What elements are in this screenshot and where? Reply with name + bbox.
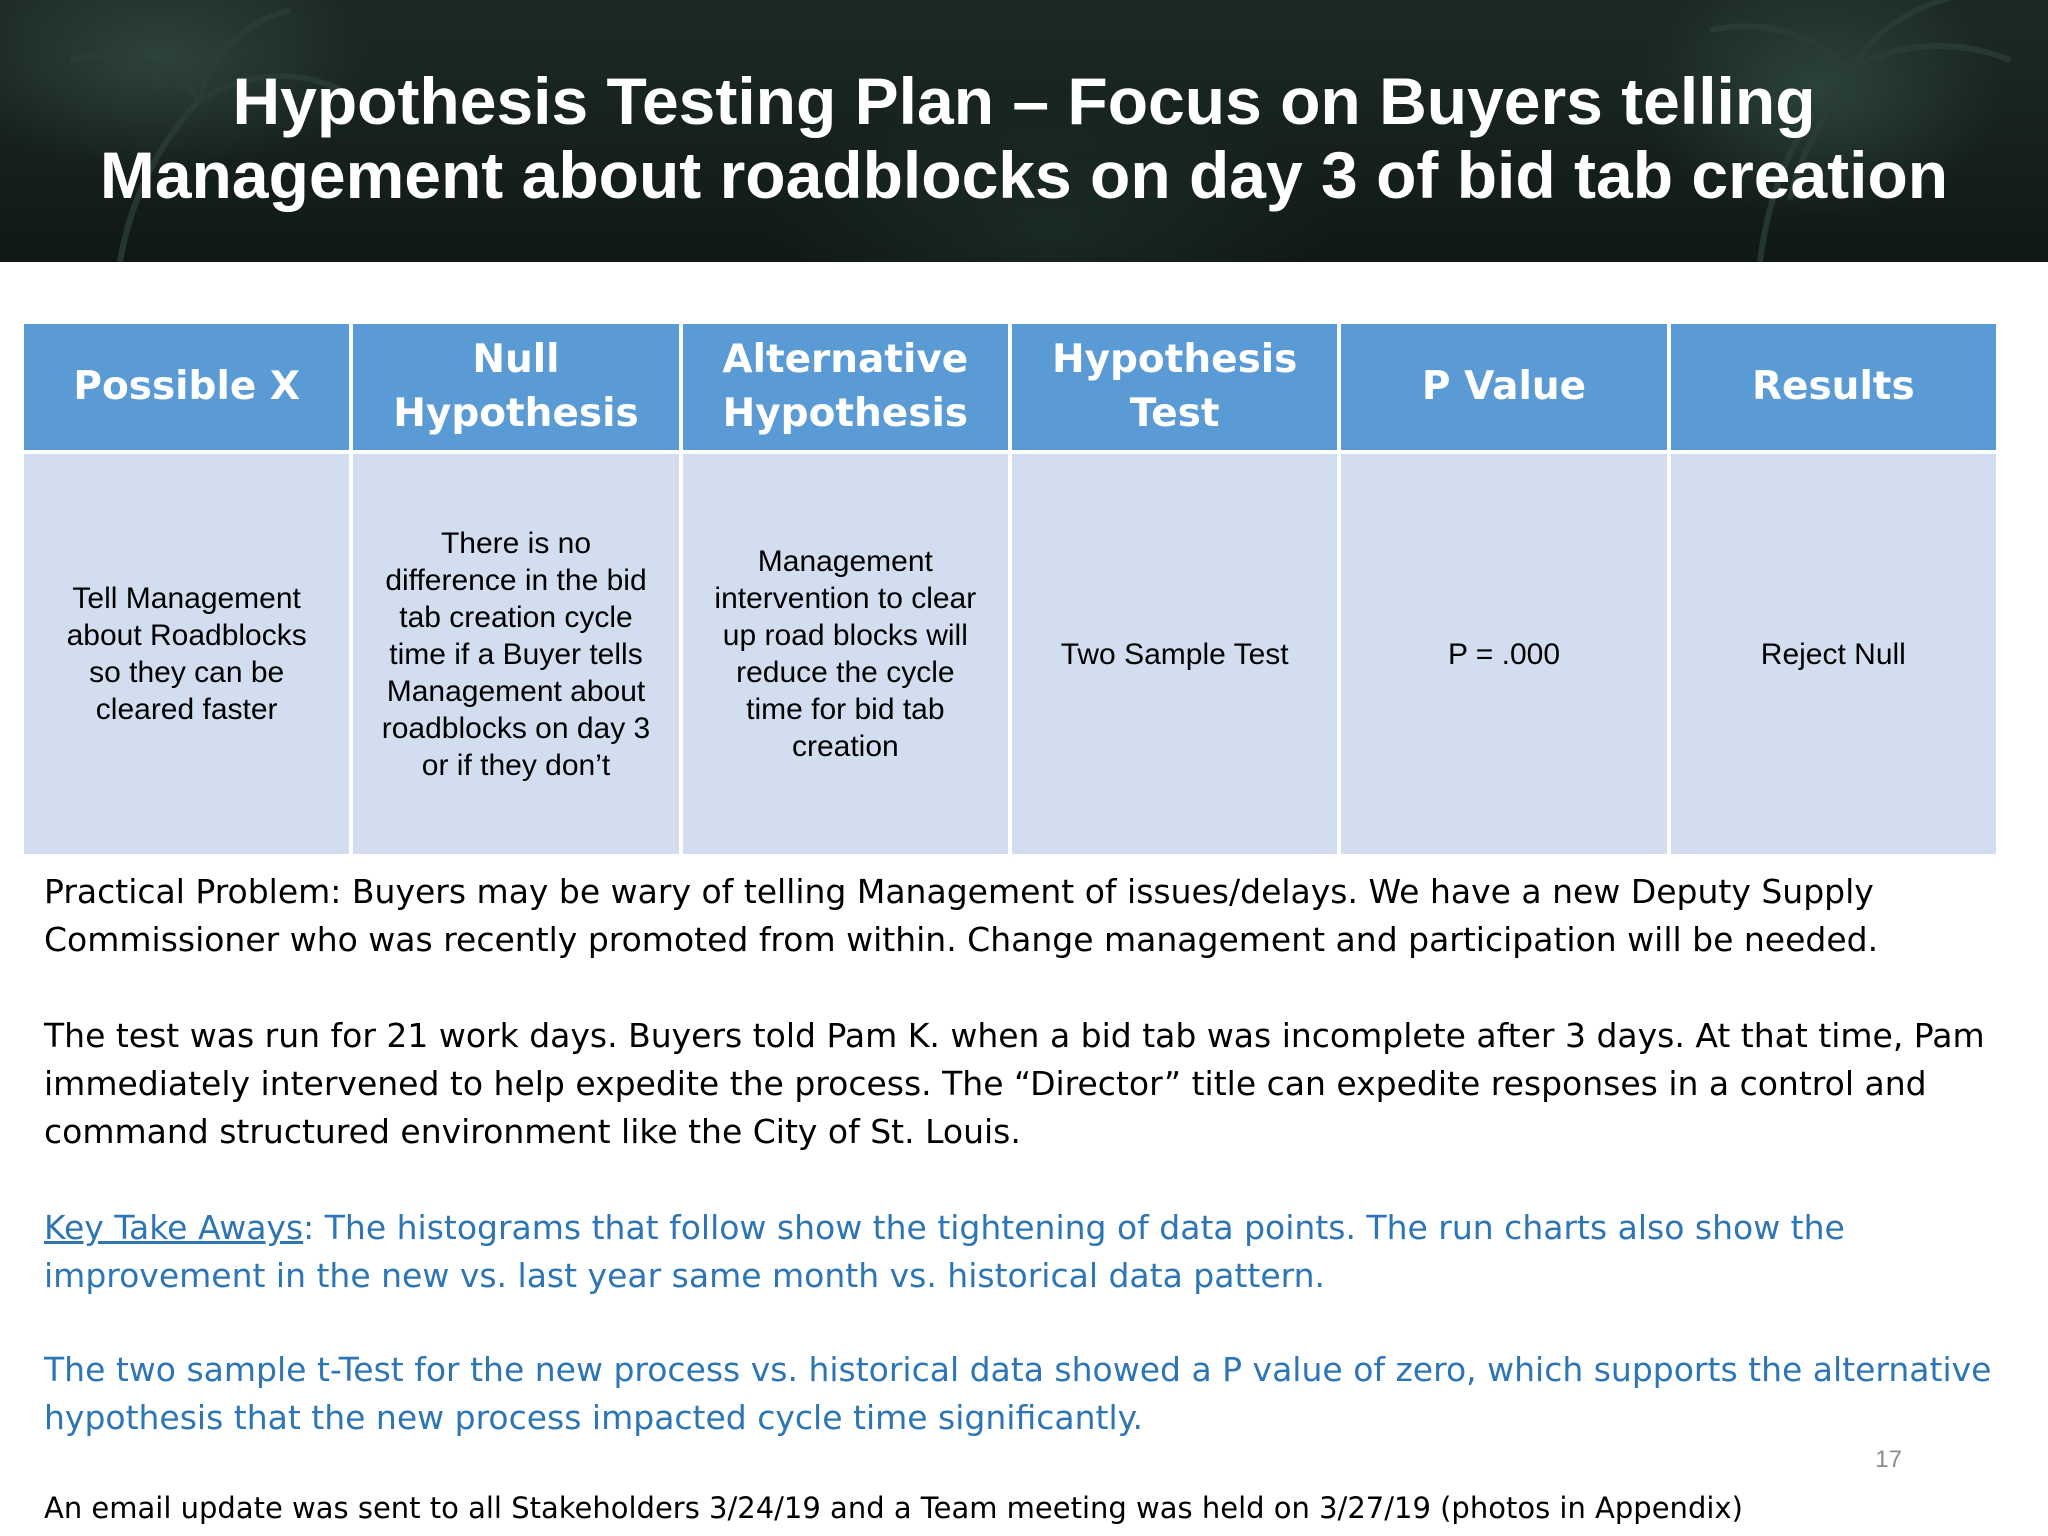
cell-line: roadblocks on day 3: [381, 711, 651, 745]
footer-note: An email update was sent to all Stakeholders 3/24/19 and a Team meeting was held on 3/27/19 (photos in Appendix): [44, 1491, 1743, 1525]
cell-line: up road blocks will: [722, 619, 968, 652]
header-text: Hypothesis: [393, 391, 639, 436]
paragraph-line: Commissioner who was recently promoted from within. Change management and participation will be needed.: [44, 920, 1879, 959]
header-text: Test: [1129, 391, 1220, 436]
header-text: Null: [472, 337, 560, 382]
cell-line: difference in the bid: [385, 563, 647, 597]
header-p-value: [1341, 324, 1666, 450]
page-number: 17: [1875, 1446, 1902, 1473]
cell-line: cleared faster: [95, 693, 278, 726]
cell-line: time for bid tab: [746, 693, 945, 726]
header-text: Results: [1751, 364, 1915, 409]
cell-hypothesis-test: [1012, 454, 1337, 854]
header-alternative-hypothesis: [683, 324, 1008, 450]
header-text: P Value: [1421, 364, 1587, 409]
cell-results: [1671, 454, 1996, 854]
test-description-paragraph: [44, 1012, 2004, 1156]
header-text: Hypothesis: [1051, 337, 1298, 382]
cell-line: reduce the cycle: [736, 656, 955, 689]
ttest-paragraph: [44, 1346, 2004, 1442]
cell-line: intervention to clear: [714, 582, 977, 615]
paragraph-line: improvement in the new vs. last year same month vs. historical data pattern.: [44, 1256, 1326, 1295]
key-take-aways-label: Key Take Aways: [44, 1208, 304, 1247]
cell-null-hypothesis: [353, 454, 678, 854]
header-text: Alternative: [722, 337, 969, 382]
cell-line: Management about: [386, 674, 646, 708]
paragraph-line: The test was run for 21 work days. Buyers told Pam K. when a bid tab was incomplete after 3 days. At that time, Pam: [44, 1016, 1985, 1055]
header-hypothesis-test: [1012, 324, 1337, 450]
paragraph-line: [44, 1204, 2004, 1252]
slide-title: [0, 64, 2048, 212]
paragraph-line: Practical Problem: Buyers may be wary of telling Management of issues/delays. We have a new Deputy Supply: [44, 872, 1874, 911]
cell-line: There is no: [440, 526, 592, 560]
header-null-hypothesis: [353, 324, 678, 450]
paragraph-line: command structured environment like the City of St. Louis.: [44, 1112, 1021, 1151]
cell-line: Tell Management: [72, 582, 301, 615]
key-take-aways-text: : The histograms that follow show the tightening of data points. The run charts also show the: [303, 1208, 1845, 1247]
slide-title-line-2: Management about roadblocks on day 3 of bid tab creation: [99, 138, 1949, 212]
paragraph-line: immediately intervened to help expedite the process. The “Director” title can expedite responses in a control and: [44, 1064, 1927, 1103]
header-results: [1671, 324, 1996, 450]
cell-p-value: [1341, 454, 1666, 854]
slide-title-line-1: Hypothesis Testing Plan – Focus on Buyers telling: [232, 64, 1816, 138]
cell-line: or if they don’t: [421, 748, 611, 782]
cell-line: Management: [757, 545, 933, 578]
practical-problem-paragraph: [44, 868, 2004, 964]
cell-line: time if a Buyer tells: [389, 637, 643, 671]
header-text: Possible X: [73, 364, 300, 409]
cell-line: Two Sample Test: [1060, 637, 1289, 671]
cell-possible-x: [24, 454, 349, 854]
paragraph-line: The two sample t-Test for the new process vs. historical data showed a P value of zero, which supports the alternative: [44, 1350, 1992, 1389]
header-possible-x: [24, 324, 349, 450]
paragraph-line: hypothesis that the new process impacted cycle time significantly.: [44, 1398, 1143, 1437]
cell-line: about Roadblocks: [66, 619, 307, 652]
cell-line: so they can be: [89, 656, 285, 689]
cell-alternative-hypothesis: [683, 454, 1008, 854]
cell-line: tab creation cycle: [399, 600, 633, 634]
cell-line: Reject Null: [1760, 637, 1906, 671]
slide-header: [0, 0, 2048, 262]
header-text: Hypothesis: [722, 391, 969, 436]
hypothesis-table: [24, 324, 1996, 856]
cell-line: P = .000: [1447, 637, 1561, 671]
cell-line: creation: [791, 730, 899, 763]
key-take-aways-paragraph: [44, 1204, 2004, 1300]
